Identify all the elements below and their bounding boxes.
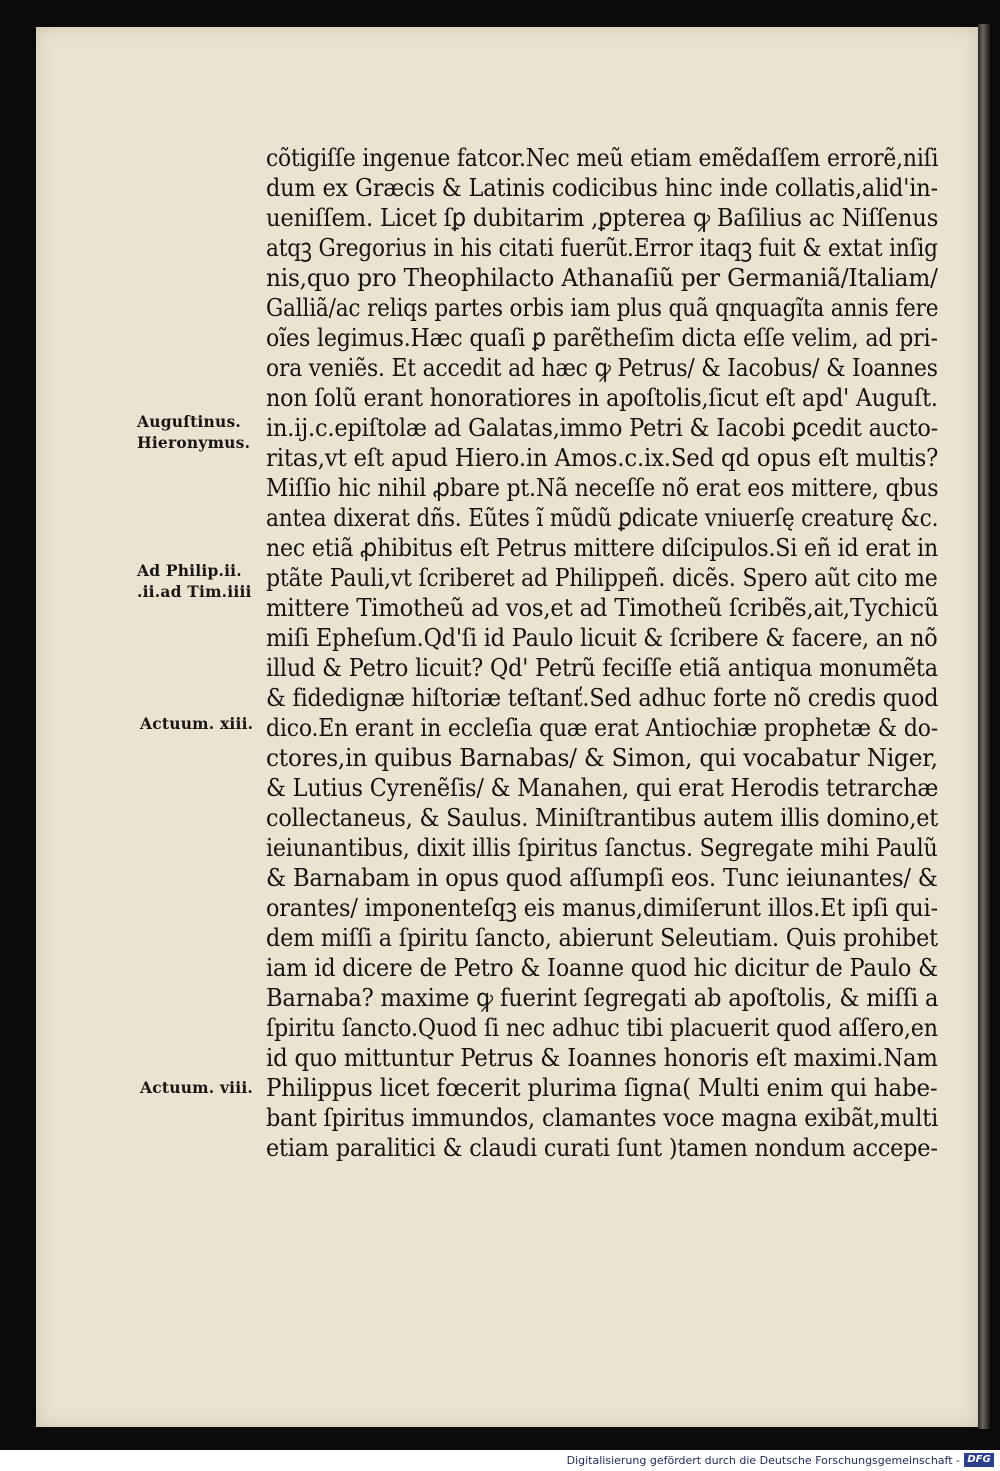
margin-note-ad-philip: Ad Philip.ii. (137, 561, 242, 580)
footer-credit: Digitalisierung gefördert durch die Deutsche Forschungsgemeinschaft - (566, 1454, 960, 1467)
text-line: ueniſſem. Licet ſꝑ dubitarim ,ꝑpterea ꝙ Baſilius ac Niſſenus (266, 203, 939, 232)
text-line: illud & Petro licuit? Qd' Petrũ feciſſe etiã antiqua monumẽta (266, 653, 938, 682)
page-edge (978, 24, 990, 1429)
text-line: miſi Epheſum.Qd'ſi id Paulo licuit & ſcribere & facere, an nõ (266, 623, 938, 652)
text-line: mittere Timotheũ ad vos,et ad Timotheũ ſcribẽs,ait,Tychicũ (266, 593, 939, 622)
dfg-logo: DFG (964, 1453, 994, 1467)
text-line: nec etiã ꝓhibitus eſt Petrus mittere diſcipulos.Si eñ id erat in (266, 533, 939, 562)
margin-note-augustinus: Auguſtinus. (137, 412, 241, 431)
footer-bar (0, 1450, 1000, 1471)
body-text (266, 143, 938, 1163)
text-line: Miſſio hic nihil ꝓbare pt.Nã neceſſe nõ erat eos mittere, qbus (266, 473, 939, 502)
text-line: Barnaba? maxime ꝙ fuerint ſegregati ab apoſtolis, & miſſi a (266, 983, 939, 1012)
margin-note-actuum-viii: Actuum. viii. (140, 1078, 254, 1097)
text-line: ptãte Pauli,vt ſcriberet ad Philippeñ. dicẽs. Spero aũt cito me (266, 563, 938, 592)
text-line: ieiunantibus, dixit illis ſpiritus ſanctus. Segregate mihi Paulũ (266, 833, 938, 862)
text-line: orantes/ imponenteſqꝫ eis manus,dimiſerunt illos.Et ipſi qui- (266, 893, 938, 922)
text-line: bant ſpiritus immundos, clamantes voce magna exibãt,multi (266, 1103, 939, 1132)
text-line: & Barnabam in opus quod aſſumpſi eos. Tunc ieiunantes/ & (266, 863, 938, 892)
text-line: etiam paralitici & claudi curati ſunt )tamen nondum accepe- (266, 1133, 938, 1162)
text-line: & fidedignæ hiſtoriæ teſtanť.Sed adhuc forte nõ credis quod (266, 683, 939, 712)
text-line: cõtigiſſe ingenue fatcor.Nec meũ etiam emẽdaſſem errorẽ,niſi (266, 143, 939, 172)
text-line: dum ex Græcis & Latinis codicibus hinc inde collatis,alid'in- (266, 173, 938, 202)
text-line: ora veniẽs. Et accedit ad hæc ꝙ Petrus/ & Iacobus/ & Ioannes (266, 353, 938, 382)
text-line: ctores,in quibus Barnabas/ & Simon, qui vocabatur Niger, (266, 743, 938, 772)
text-line: in.ij.c.epiſtolæ ad Galatas,immo Petri & Iacobi ꝑcedit aucto- (266, 413, 939, 442)
text-line: iam id dicere de Petro & Ioanne quod hic dicitur de Paulo & (266, 953, 938, 982)
text-line: ritas,vt eſt apud Hiero.in Amos.c.ix.Sed qd opus eſt multis? (266, 443, 939, 472)
text-line: dem miſſi a ſpiritu ſancto, abierunt Seleutiam. Quis prohibet (266, 923, 938, 952)
text-line: non ſolũ erant honoratiores in apoſtolis,ſicut eſt apd' Auguſt. (266, 383, 938, 412)
text-line: nis,quo pro Theophilacto Athanaſiũ per Germaniã/Italiam/ (266, 263, 938, 292)
text-line: & Lutius Cyrenẽſis/ & Manahen, qui erat Herodis tetrarchæ (266, 773, 939, 802)
margin-note-hieronymus: Hieronymus. (137, 433, 251, 452)
margin-note-ad-tim: .ii.ad Tim.iiii (137, 582, 252, 601)
margin-note-actuum-xiii: Actuum. xiii. (140, 714, 254, 733)
text-line: atqꝫ Gregorius in his citati fuerũt.Error itaqꝫ fuit & extat inſig (266, 233, 938, 262)
text-line: id quo mittuntur Petrus & Ioannes honoris eſt maximi.Nam (266, 1043, 938, 1072)
text-line: antea dixerat dñs. Eũtes ĩ mũdũ ꝑdicate vniuerſę creaturę &c. (266, 503, 939, 532)
text-line: collectaneus, & Saulus. Miniſtrantibus autem illis domino,et (266, 803, 939, 832)
text-line: oĩes legimus.Hæc quaſi ꝑ parẽtheſim dicta eſſe velim, ad pri- (266, 323, 938, 352)
text-line: Galliã/ac reliqs partes orbis iam plus quã qnquagĩta annis fere (266, 293, 939, 322)
text-line: dico.En erant in eccleſia quæ erat Antiochiæ prophetæ & do- (266, 713, 938, 742)
text-line: ſpiritu ſancto.Quod ſi nec adhuc tibi placuerit quod aſſero,en (266, 1013, 938, 1042)
text-line: Philippus licet fœcerit plurima ſigna( Multi enim qui habe- (266, 1073, 938, 1102)
